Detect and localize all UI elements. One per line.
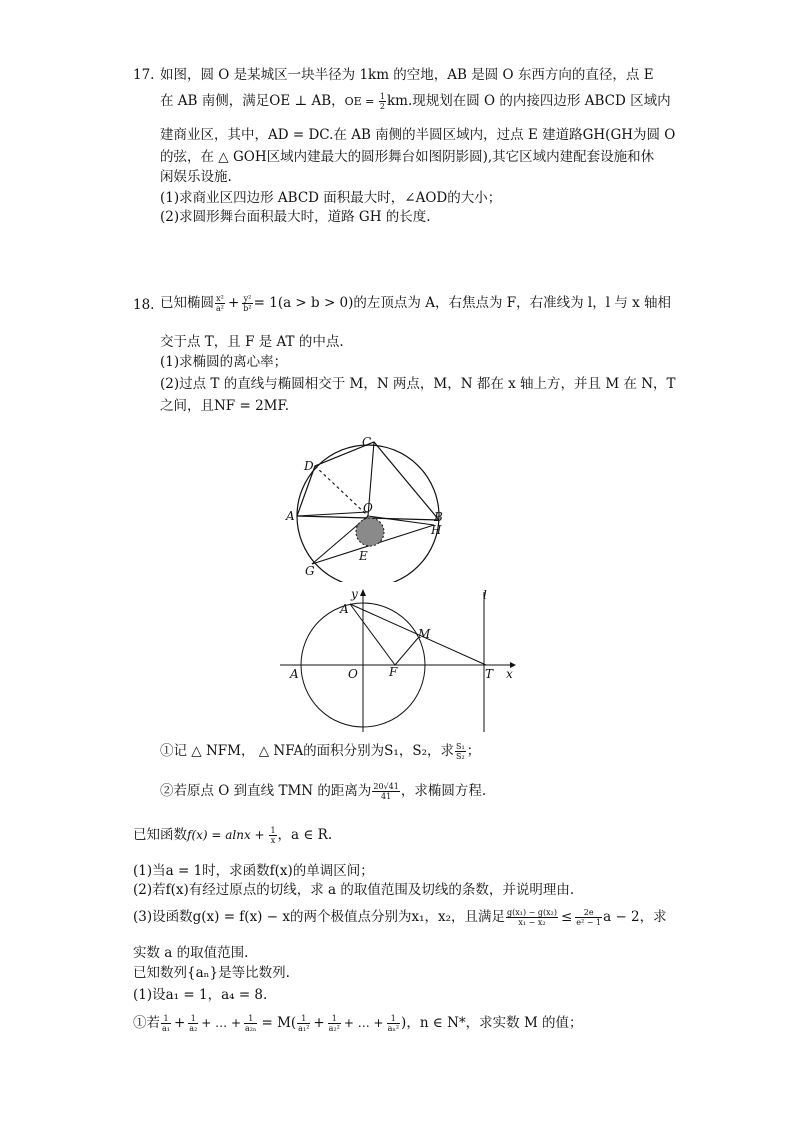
q20-sub1 (133, 1014, 583, 1033)
q19-frac-g-num: g(x₁) − g(x₂) (507, 908, 557, 917)
q19-part3 (133, 908, 667, 927)
q18-sub2-frac-den: 41 (381, 792, 392, 801)
q18-number: 18. (133, 297, 155, 313)
q20-u3-den: aₙ² (387, 1024, 400, 1033)
q17-line4: 的弦，在 △ GOH区域内建最大的圆形舞台如图阴影圆),其它区域内建配套设施和休 (160, 149, 655, 165)
q18-part2: (2)过点 T 的直线与椭圆相交于 M，N 两点，M，N 都在 x 轴上方，并且 M 在 N，T (160, 376, 676, 392)
label-c: C (362, 435, 372, 449)
label-y: y (351, 587, 358, 601)
label-g: G (305, 564, 315, 578)
stage-circle (356, 518, 384, 546)
q19-part2: (2)若f(x)有经过原点的切线，求 a 的取值范围及切线的条数，并说明理由. (133, 882, 575, 898)
q18-sub2-frac (372, 782, 399, 801)
q20-t1 (161, 1014, 171, 1033)
q19-part3-a: (3)设函数g(x) = f(x) − x的两个极值点分别为x₁，x₂，且满足 (133, 909, 506, 925)
q18-frac-x (215, 294, 225, 313)
q17-line5: 闲娱乐设施. (160, 169, 232, 185)
q17-line2-c: km.现规划在圆 O 的内接四边形 ABCD 区域内 (386, 93, 671, 109)
q19-frac-g (506, 908, 558, 927)
label-b: B (434, 510, 443, 524)
q17-part2: (2)求圆形舞台面积最大时，道路 GH 的长度. (160, 209, 431, 225)
q18-sub1-frac-den: S₂ (456, 752, 465, 761)
q17-line2 (160, 92, 671, 111)
line-af (350, 604, 395, 665)
q19-line1-a: 已知函数 (133, 827, 187, 843)
q20-u3-num: 1 (387, 1014, 400, 1024)
q20-t1-den: a₁ (162, 1024, 170, 1033)
label-h: H (431, 523, 442, 537)
q17-frac-num: 1 (379, 92, 385, 101)
label-a: A (286, 509, 295, 523)
q20-u3 (387, 1014, 400, 1033)
q18-sub1 (160, 742, 480, 761)
label-f: F (389, 665, 398, 679)
q19-part3-b: ≤ (560, 909, 573, 925)
q20-u2-den: a₂² (328, 1024, 340, 1033)
q20-mid: = M( (261, 1015, 297, 1031)
q20-t2-den: a₂ (189, 1024, 198, 1033)
q18-sub2-a: ②若原点 O 到直线 TMN 的距离为 (160, 783, 372, 799)
q20-plus1: + (173, 1015, 186, 1031)
label-x: x (506, 667, 513, 681)
q20-t3-den: a₂ₙ (245, 1024, 257, 1033)
q19-frac-e-num: 2e (575, 908, 602, 918)
q18-line1-a: 已知椭圆 (160, 295, 214, 311)
q18-sub1-end: ； (466, 743, 481, 759)
q19-frac (269, 826, 276, 845)
q18-sub2-b: ，求椭圆方程. (400, 783, 487, 799)
q19-frac-den: x (270, 836, 276, 845)
q20-line1: 已知数列{aₙ}是等比数列. (133, 965, 290, 981)
q18-part2-b: 之间，且NF = 2MF. (160, 398, 290, 414)
q19-frac-e-den: e² − 1 (576, 918, 602, 927)
q19-part3-c: a − 2，求 (603, 909, 667, 925)
q17-line1: 如图，圆 O 是某城区一块半径为 1km 的空地，AB 是圆 O 东西方向的直径，点 E (160, 67, 654, 83)
label-e: E (359, 549, 368, 563)
q20-u1-den: a₁² (298, 1024, 310, 1033)
segment-ao (297, 512, 368, 516)
q20-u1-num: 1 (297, 1014, 310, 1024)
q18-sub1-frac-num: S₁ (456, 742, 465, 751)
q20-dots1: + … + (201, 1016, 242, 1030)
circle-figure (282, 432, 462, 582)
q20-t1-num: 1 (161, 1014, 171, 1024)
q18-frac-y-num: y² (243, 294, 252, 303)
ellipse-figure (278, 584, 518, 734)
label-l: l (483, 588, 487, 602)
q20-t2 (188, 1014, 198, 1033)
q17-line3: 建商业区，其中，AD = DC.在 AB 南侧的半圆区域内，过点 E 建道路GH(GH为圆 O (160, 127, 676, 143)
q20-sub1-a: ①若 (133, 1015, 160, 1031)
q18-frac-x-num: x² (216, 294, 224, 303)
q18-line1 (160, 294, 671, 313)
q18-sub1-frac (455, 742, 466, 761)
q20-dots2: + … + (343, 1016, 384, 1030)
q18-frac-x-den: a² (216, 304, 224, 313)
q18-plus: + (227, 295, 240, 311)
q19-line1-b: f(x) = alnx + (187, 828, 269, 842)
q19-frac-num: 1 (270, 826, 276, 835)
label-t: T (485, 667, 494, 681)
q20-u2-num: 1 (328, 1014, 341, 1024)
q17-number: 17. (133, 67, 155, 83)
q17-line2-b: OE = (344, 95, 378, 108)
label-o2: O (348, 667, 358, 681)
q20-plus2: + (313, 1015, 325, 1031)
q18-part1: (1)求椭圆的离心率； (160, 354, 288, 370)
q19-frac-e (575, 908, 602, 927)
q19-frac-g-den: x₁ − x₂ (518, 918, 546, 927)
q20-u2 (328, 1014, 341, 1033)
q17-fraction (379, 92, 386, 111)
q17-part1: (1)求商业区四边形 ABCD 面积最大时，∠AOD的大小； (160, 190, 502, 206)
q20-u1 (297, 1014, 310, 1033)
q19-line1 (133, 826, 332, 845)
label-a-top: A (340, 602, 349, 616)
q17-line2-a: 在 AB 南侧，满足OE ⊥ AB， (160, 93, 345, 109)
q20-t3-num: 1 (244, 1014, 257, 1024)
q20-t2-num: 1 (188, 1014, 198, 1024)
q19-part1: (1)当a = 1时，求函数f(x)的单调区间； (133, 863, 374, 879)
q17-frac-den: 2 (379, 102, 385, 111)
q20-t3 (244, 1014, 257, 1033)
label-m: M (418, 627, 431, 641)
q18-sub2 (160, 782, 486, 801)
q18-sub2-frac-num: 20√41 (373, 782, 399, 791)
q19-line1-c: ，a ∈ R. (277, 827, 333, 843)
y-axis-arrow (360, 589, 366, 596)
q19-part3-d: 实数 a 的取值范围. (133, 945, 249, 961)
q20-sub1-end: )，n ∈ N*，求实数 M 的值； (401, 1015, 583, 1031)
q18-line2: 交于点 T，且 F 是 AT 的中点. (160, 334, 344, 350)
q20-part1: (1)设a₁ = 1，a₄ = 8. (133, 987, 268, 1003)
q18-frac-y (242, 294, 252, 313)
label-d: D (304, 459, 314, 473)
label-a-left: A (290, 667, 299, 681)
q18-line1-b: = 1(a > b > 0)的左顶点为 A，右焦点为 F，右准线为 l，l 与 x 轴相 (253, 295, 672, 311)
q18-sub1-a: ①记 △ NFM， △ NFA的面积分别为S₁，S₂，求 (160, 743, 455, 759)
line-mf (395, 638, 418, 665)
q18-frac-y-den: b² (243, 304, 252, 313)
label-o: O (363, 501, 373, 515)
segment-od (315, 466, 368, 516)
